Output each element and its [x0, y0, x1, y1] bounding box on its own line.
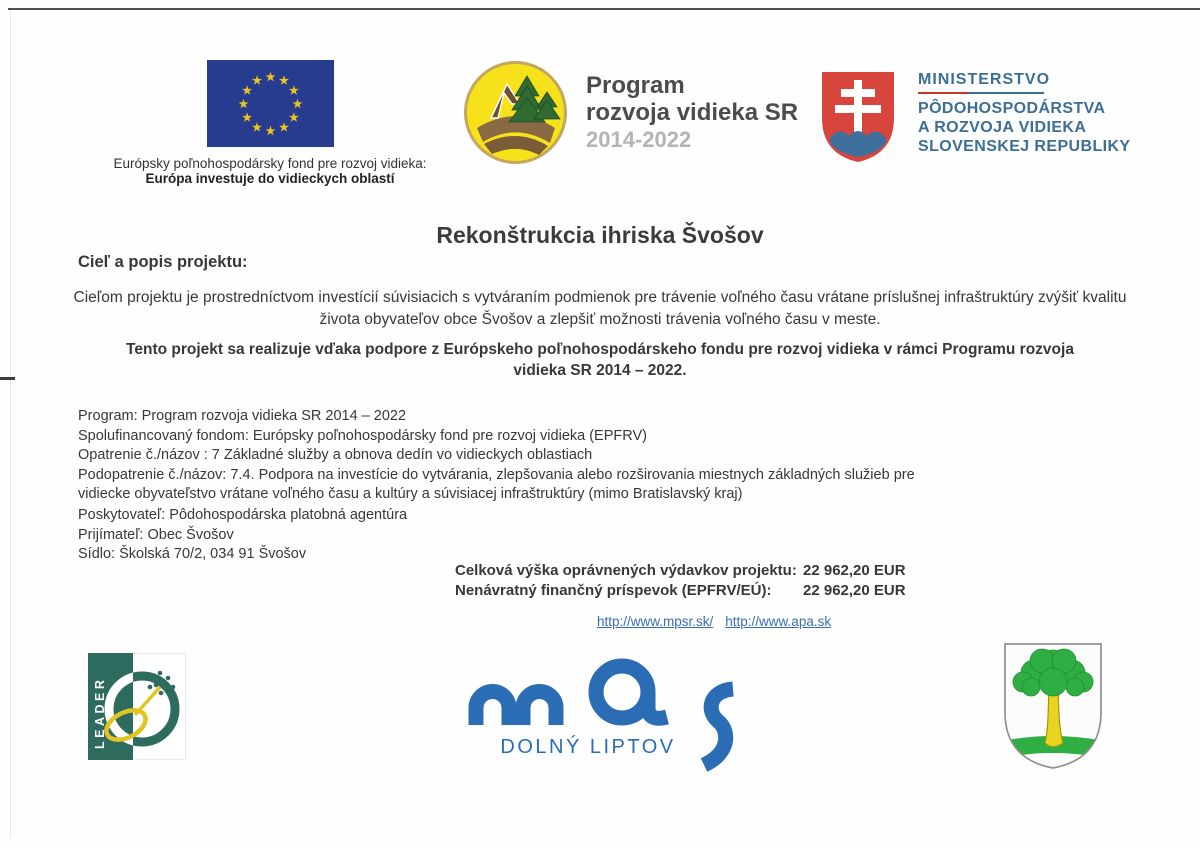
mas-name: DOLNÝ LIPTOV [500, 736, 676, 758]
ministry-name: MINISTERSTVO [918, 71, 1051, 88]
total-costs-row [455, 561, 906, 581]
eu-fund-line: Európsky poľnohospodársky fond pre rozvoj vidieka: [113, 156, 427, 171]
ministry-dept-line1: PÔDOHOSPODÁRSTVA [918, 100, 1106, 117]
detail-fund: Spolufinancovaný fondom: Európsky poľnohospodársky fond pre rozvoj vidieka (EPFRV) [78, 427, 647, 444]
grant-label: Nenávratný finančný príspevok (EPFRV/EÚ): [455, 582, 772, 599]
parties-list [78, 506, 407, 565]
apa-link[interactable]: http://www.apa.sk [725, 614, 832, 629]
prv-title-line1: Program [586, 72, 685, 99]
total-costs-label: Celková výška oprávnených výdavkov projektu: [455, 562, 797, 579]
detail-submeasure: Podopatrenie č./názov: 7.4. Podpora na investície do vytvárania, zlepšovania alebo rozširovania miestnych základných služieb pre vidiecke obyvateľstvo vrátane voľného času a kultúry a súvisiacej infraštruktúry (mimo Bratislavský kraj) [78, 466, 915, 502]
ministry-dept-line3: SLOVENSKEJ REPUBLIKY [918, 138, 1131, 155]
leader-logo-icon [88, 653, 186, 765]
prv-block [463, 60, 798, 165]
address-line: Sídlo: Školská 70/2, 034 91 Švošov [78, 546, 307, 562]
support-note: Tento projekt sa realizuje vďaka podpore z Európskeho poľnohospodárskeho fondu pre rozvoj vidieka v rámci Programu rozvoja vidieka SR 2014 – 2022. [126, 341, 1074, 379]
slovak-coat-of-arms-icon [813, 68, 903, 166]
project-details-list [78, 407, 958, 505]
project-title: Rekonštrukcia ihriska Švošov [436, 222, 764, 248]
svosov-coat-of-arms-icon [998, 637, 1108, 782]
grant-value: 22 962,20 EUR [803, 582, 906, 599]
total-costs-value: 22 962,20 EUR [803, 562, 906, 579]
project-description: Cieľom projektu je prostredníctvom investícií súvisiacich s vytváraním podmienok pre trávenie voľného času vrátane príslušnej infraštruktúry zvýšiť kvalitu života obyvateľov obce Švošov a zlepšiť možnosti trávenia voľného času v meste. [73, 289, 1127, 328]
mas-logo-icon [462, 645, 762, 782]
eu-funding-block [100, 60, 440, 186]
ministry-dept-line2: A ROZVOJA VIDIEKA [918, 119, 1087, 136]
ministry-block [813, 68, 1130, 166]
scan-artifact-tick [0, 377, 15, 380]
grant-row [455, 581, 906, 601]
scan-border-top [8, 8, 1200, 10]
eu-flag-icon [207, 60, 334, 147]
prv-title-line2: rozvoja vidieka SR [586, 99, 799, 126]
financials-block [455, 561, 906, 601]
mpsr-link[interactable]: http://www.mpsr.sk/ [597, 614, 714, 629]
leader-label: LEADER [93, 676, 107, 749]
ministry-underline [918, 92, 1044, 94]
detail-measure: Opatrenie č./názov : 7 Základné služby a obnova dedín vo vidieckych oblastiach [78, 447, 593, 463]
goal-heading: Cieľ a popis projektu: [78, 253, 248, 271]
links-row [597, 614, 831, 629]
beneficiary-line: Prijímateľ: Obec Švošov [78, 526, 234, 543]
eu-invest-line: Európa investuje do vidieckych oblastí [145, 171, 395, 186]
provider-line: Poskytovateľ: Pôdohospodárska platobná agentúra [78, 507, 408, 523]
prv-years: 2014-2022 [586, 127, 692, 152]
prv-logo-icon [463, 60, 568, 165]
detail-program: Program: Program rozvoja vidieka SR 2014 – 2022 [78, 408, 407, 424]
scan-border-left [10, 10, 11, 838]
